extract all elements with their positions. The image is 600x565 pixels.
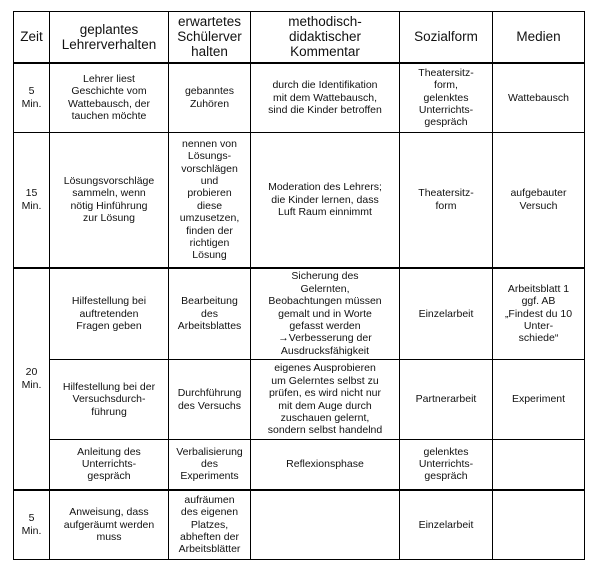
header-kommentar: methodisch- didaktischer Kommentar (251, 12, 400, 63)
table-row (14, 360, 585, 440)
cell-sozialform: gelenktes Unterrichts- gespräch (400, 440, 493, 490)
table-row (14, 63, 585, 133)
cell-kommentar: durch die Identifikation mit dem Wattebausch, sind die Kinder betroffen (251, 63, 400, 133)
cell-zeit: 5 Min. (14, 490, 50, 560)
cell-lehrer: Anweisung, dass aufgeräumt werden muss (50, 490, 169, 560)
header-zeit: Zeit (14, 12, 50, 63)
cell-lehrer: Hilfestellung bei der Versuchsdurch- führung (50, 360, 169, 440)
cell-zeit: 20 Min. (14, 268, 50, 490)
cell-lehrer: Lösungsvorschläge sammeln, wenn nötig Hinführung zur Lösung (50, 133, 169, 268)
table-row (14, 490, 585, 560)
cell-medien: Experiment (493, 360, 585, 440)
header-lehrerverhalten: geplantes Lehrerverhalten (50, 12, 169, 63)
cell-kommentar: eigenes Ausprobieren um Gelerntes selbst zu prüfen, es wird nicht nur mit dem Auge durch zuschauen gelernt, sondern selbst handelnd (251, 360, 400, 440)
cell-sozialform: Theatersitz- form, gelenktes Unterrichts- gespräch (400, 63, 493, 133)
lesson-plan-table (13, 11, 585, 560)
cell-kommentar: Reflexionsphase (251, 440, 400, 490)
cell-schueler: gebanntes Zuhören (169, 63, 251, 133)
cell-medien: aufgebauter Versuch (493, 133, 585, 268)
cell-sozialform: Theatersitz- form (400, 133, 493, 268)
table-row (14, 133, 585, 268)
cell-lehrer: Hilfestellung bei auftretenden Fragen geben (50, 268, 169, 360)
cell-kommentar: Sicherung des Gelernten, Beobachtungen müssen gemalt und in Worte gefasst werden →Verbesserung der Ausdrucksfähigkeit (251, 268, 400, 360)
cell-kommentar (251, 490, 400, 560)
cell-schueler: aufräumen des eigenen Platzes, abheften der Arbeitsblätter (169, 490, 251, 560)
header-row (14, 12, 585, 63)
header-schuelerverhalten: erwartetes Schülerver halten (169, 12, 251, 63)
cell-kommentar: Moderation des Lehrers; die Kinder lernen, dass Luft Raum einnimmt (251, 133, 400, 268)
cell-lehrer: Anleitung des Unterrichts- gespräch (50, 440, 169, 490)
cell-sozialform: Partnerarbeit (400, 360, 493, 440)
cell-schueler: Bearbeitung des Arbeitsblattes (169, 268, 251, 360)
table-row (14, 268, 585, 360)
header-medien: Medien (493, 12, 585, 63)
cell-schueler: Verbalisierung des Experiments (169, 440, 251, 490)
cell-zeit: 5 Min. (14, 63, 50, 133)
cell-schueler: nennen von Lösungs- vorschlägen und probieren diese umzusetzen, finden der richtigen Lösung (169, 133, 251, 268)
cell-lehrer: Lehrer liest Geschichte vom Wattebausch, der tauchen möchte (50, 63, 169, 133)
header-sozialform: Sozialform (400, 12, 493, 63)
cell-medien (493, 490, 585, 560)
cell-schueler: Durchführung des Versuchs (169, 360, 251, 440)
cell-medien (493, 440, 585, 490)
cell-sozialform: Einzelarbeit (400, 268, 493, 360)
cell-medien: Wattebausch (493, 63, 585, 133)
table-row (14, 440, 585, 490)
cell-zeit: 15 Min. (14, 133, 50, 268)
cell-sozialform: Einzelarbeit (400, 490, 493, 560)
cell-medien: Arbeitsblatt 1 ggf. AB „Findest du 10 Unter- schiede“ (493, 268, 585, 360)
